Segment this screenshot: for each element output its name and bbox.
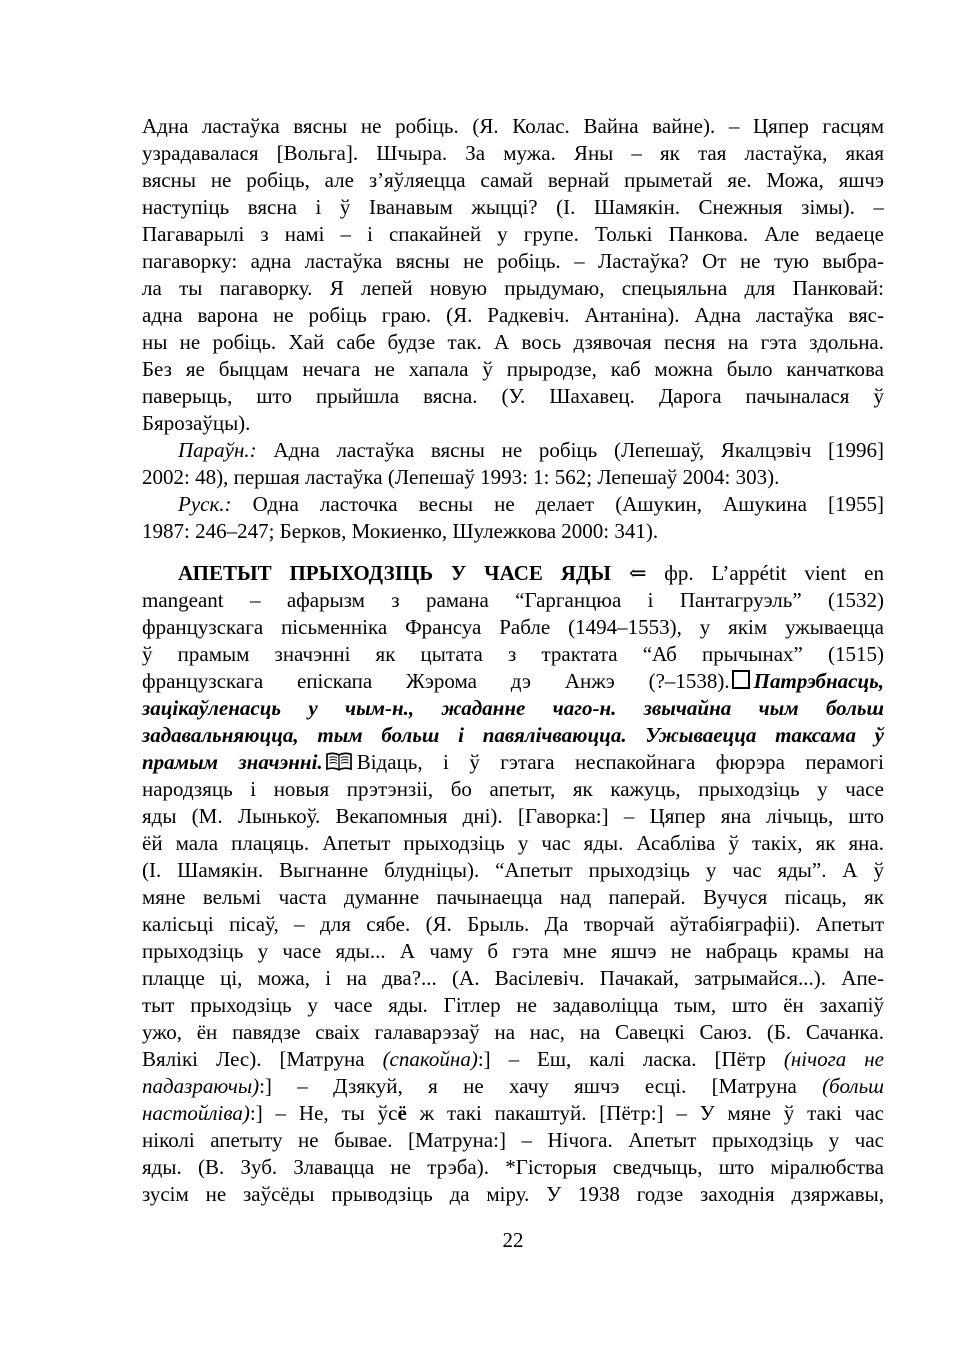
text-run: тыт прыходзіць у часе яды. Гітлер не задаволіцца тым, што ён захапіў (142, 993, 884, 1017)
text-run: :] – Еш, калі ласка. [Пётр (477, 1047, 784, 1071)
text-run: калісьці пісаў, – для сябе. (Я. Брыль. Да творчай аўтабіяграфіі). Апетыт (142, 912, 884, 936)
text-line (142, 518, 884, 545)
text-line (142, 194, 884, 221)
text-line (142, 221, 884, 248)
text-run: французскага пісьменніка Франсуа Рабле (1494–1553), у якім ужываецца (142, 615, 884, 639)
text-run: (нічога не (783, 1047, 884, 1071)
text-line (142, 776, 884, 803)
text-line (142, 140, 884, 167)
text-run: ж такі пакаштуй. [Пётр:] – У мяне ў такі час (406, 1101, 884, 1125)
text-line (142, 992, 884, 1019)
text-run: (больш (822, 1074, 884, 1098)
text-run: ла ты пагаворку. Я лепей новую прыдумаю, спецыяльна для Панковай: (142, 276, 884, 300)
text-line (142, 491, 884, 518)
text-line (142, 356, 884, 383)
text-line (142, 641, 884, 668)
text-line (142, 830, 884, 857)
text-line (142, 1100, 884, 1127)
text-line (142, 884, 884, 911)
text-run: пагаворку: адна ластаўка вясны не робіць. – Ластаўка? От не тую выбра- (142, 249, 884, 273)
text-line (142, 437, 884, 464)
white-square-icon (732, 670, 750, 689)
text-line (142, 938, 884, 965)
text-run: Адна ластаўка вясны не робіць. (Я. Колас. Вайна вайне). – Цяпер гасцям (142, 114, 884, 138)
text-run: французскага епіскапа Жэрома дэ Анжэ (?–1538). (142, 669, 730, 693)
text-run: Одна ласточка весны не делает (Ашукин, Ашукина [1955] (231, 492, 884, 516)
text-run: Пагаварылі з намі – і спакайней у групе. Толькі Панкова. Але ведаеце (142, 222, 884, 246)
text-run: ужо, ён павядзе сваіх галаварэзаў на нас, на Савецкі Саюз. (Б. Сачанка. (142, 1020, 884, 1044)
text-run: Без яе быццам нечага не хапала ў прыродзе, каб можна было канчаткова (142, 357, 884, 381)
text-run: ніколі апетыту не бывае. [Матруна:] – Нічога. Апетыт прыходзіць у час (142, 1128, 884, 1152)
text-run: плацце ці, можа, і на два?... (А. Васілевіч. Пачакай, затрымайся...). Апе- (142, 966, 884, 990)
text-line (142, 275, 884, 302)
text-run: прамым значэнні. (142, 750, 323, 774)
text-line (142, 167, 884, 194)
text-line (142, 1073, 884, 1100)
text-run: ў прамым значэнні як цытата з трактата “Аб прычынах” (1515) (142, 642, 884, 666)
text-line (142, 560, 884, 587)
text-line (142, 1154, 884, 1181)
text-run: ⇐ фр. L’appétit vient en (610, 561, 884, 585)
text-run: Патрэбнасць, (753, 669, 884, 693)
text-run: падазраючы) (142, 1074, 260, 1098)
text-run: народзяць і новыя прэтэнзіі, бо апетыт, як кажуць, прыходзіць у часе (142, 777, 884, 801)
text-line (142, 464, 884, 491)
text-line (142, 965, 884, 992)
text-run: узрадавалася [Вольга]. Шчыра. За мужа. Яны – як тая ластаўка, якая (142, 141, 884, 165)
text-run: ны не робіць. Хай сабе будзе так. А вось дзявочая песня на гэта здольна. (142, 330, 884, 354)
text-run: настойліва) (142, 1101, 250, 1125)
text-run: Вялікі Лес). [Матруна (142, 1047, 383, 1071)
text-line (142, 722, 884, 749)
text-run: ёй мала плацяць. Апетыт прыходзіць у час яды. Асабліва ў такіх, як яна. (142, 831, 884, 855)
russian-equivalent-paragraph (142, 491, 884, 545)
text-run: прыходзіць у часе яды... А чаму б гэта мне яшчэ не набраць крамы на (142, 939, 884, 963)
page-number: 22 (502, 1228, 524, 1252)
text-run: mangeant – афарызм з рамана “Гарганцюа і Пантагруэль” (1532) (142, 588, 884, 612)
entry-apetyt-paragraph (142, 560, 884, 1208)
text-run: Руск.: (178, 492, 232, 516)
text-run: :] – Дзякуй, я не хачу яшчэ есці. [Матруна (259, 1074, 823, 1098)
text-line (142, 113, 884, 140)
text-line (142, 587, 884, 614)
text-line (142, 911, 884, 938)
text-line (142, 410, 884, 437)
text-line (142, 803, 884, 830)
text-line (142, 668, 884, 695)
text-run: (І. Шамякін. Выгнанне блудніцы). “Апетыт прыходзіць у час яды”. А ў (142, 858, 884, 882)
text-line (142, 383, 884, 410)
text-run: Адна ластаўка вясны не робіць (Лепешаў, Якалцэвіч [1996] (256, 438, 884, 462)
text-line (142, 302, 884, 329)
text-line (142, 614, 884, 641)
text-line (142, 329, 884, 356)
text-run: вясны не робіць, але з’яўляецца самай вернай прыметай яе. Можа, яшчэ (142, 168, 884, 192)
text-line (142, 1127, 884, 1154)
comparison-paragraph (142, 437, 884, 491)
text-run: :] – Не, ты ўс (249, 1101, 398, 1125)
text-run: 2002: 48), першая ластаўка (Лепешаў 1993: 1: 562; Лепешаў 2004: 303). (142, 465, 780, 489)
text-run: Відаць, і ў гэтага неспакойнага фюрэра перамогі (356, 750, 884, 774)
text-run: зацікаўленасць у чым-н., жаданне чаго-н. звычайна чым больш (142, 696, 884, 720)
text-line (142, 857, 884, 884)
text-line (142, 1019, 884, 1046)
open-book-icon (325, 749, 353, 776)
text-run: (спакойна) (382, 1047, 478, 1071)
text-column (142, 113, 884, 1208)
text-line (142, 1181, 884, 1208)
text-run: АПЕТЫТ ПРЫХОДЗІЦЬ У ЧАСЕ ЯДЫ (178, 561, 611, 585)
text-line (142, 1046, 884, 1073)
text-run: Параўн.: (178, 438, 257, 462)
text-run: ё (397, 1101, 407, 1125)
text-run: зусім не заўсёды прыводзіць да міру. У 1938 годзе заходнія дзяржавы, (142, 1182, 884, 1206)
text-run: наступіць вясна і ў Іванавым жыцці? (І. Шамякін. Снежныя зімы). – (142, 195, 884, 219)
text-run: мяне вельмі часта думанне пачынаецца над паперай. Вучуся пісаць, як (142, 885, 884, 909)
text-run: яды. (В. Зуб. Злавацца не трэба). *Гісторыя сведчыць, што міралюбства (142, 1155, 884, 1179)
text-line (142, 248, 884, 275)
text-run: задавальняюцца, тым больш і павялічваюцца. Ужываецца таксама ў (142, 723, 884, 747)
text-run: паверыць, што прыйшла вясна. (У. Шахавец. Дарога пачыналася ў (142, 384, 884, 408)
text-line (142, 695, 884, 722)
text-run: 1987: 246–247; Берков, Мокиенко, Шулежкова 2000: 341). (142, 519, 659, 543)
text-run: Бярозаўцы). (142, 411, 251, 435)
text-run: яды (М. Лынькоў. Векапомныя дні). [Гаворка:] – Цяпер яна лічыць, што (142, 804, 884, 828)
entry-continuation-paragraph (142, 113, 884, 437)
text-line (142, 749, 884, 776)
text-run: адна варона не робіць граю. (Я. Радкевіч. Антаніна). Адна ластаўка вяс- (142, 303, 884, 327)
